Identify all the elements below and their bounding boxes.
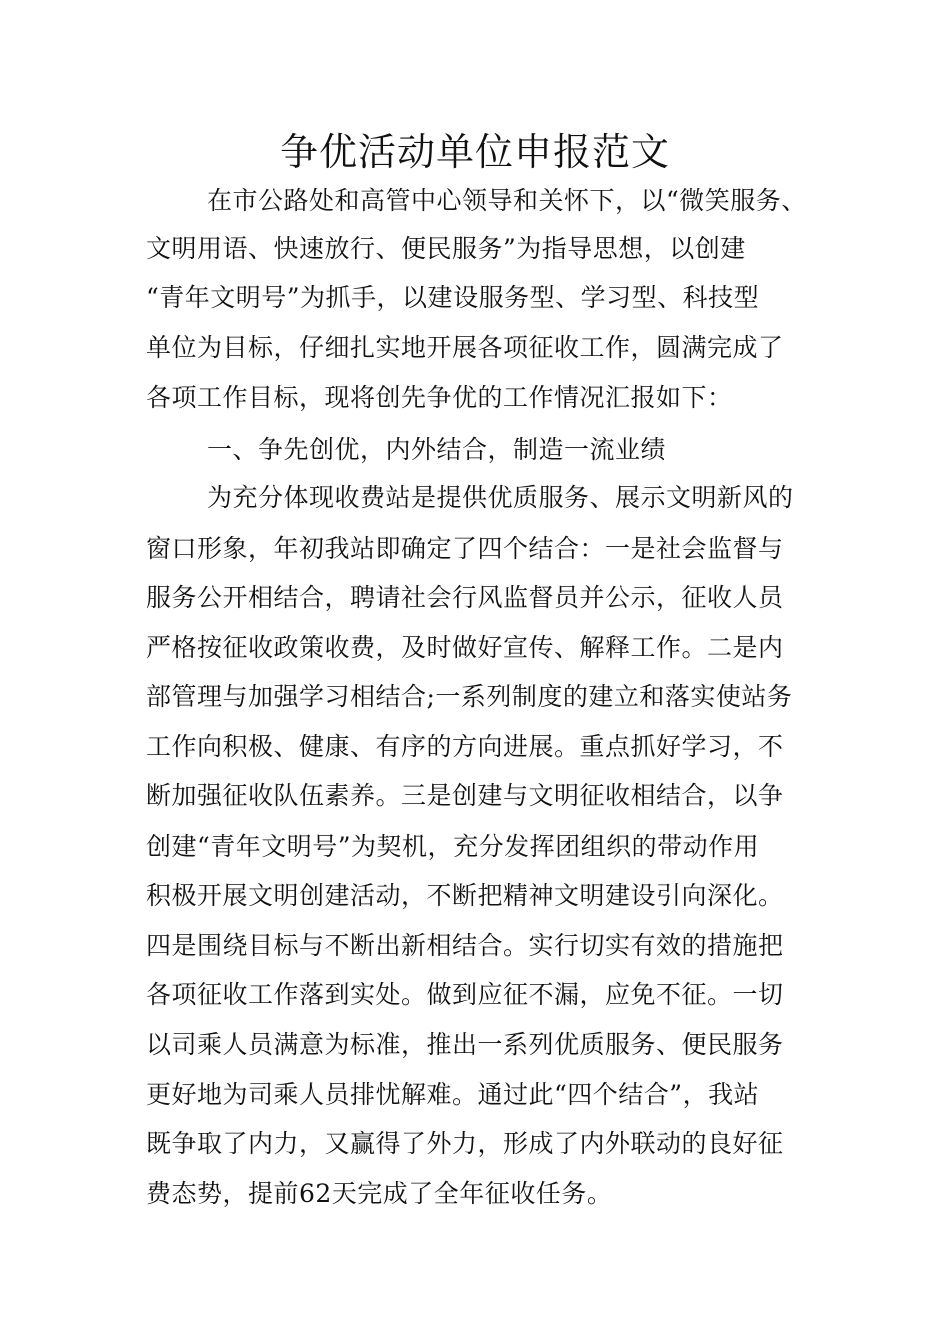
paragraph-line: 工作向积极、健康、有序的方向进展。重点抓好学习，不 bbox=[146, 732, 784, 761]
paragraph-line: 四是围绕目标与不断出新相结合。实行切实有效的措施把 bbox=[146, 931, 784, 960]
document-title: 争优活动单位申报范文 bbox=[279, 130, 670, 174]
paragraph-line: 各项征收工作落到实处。做到应征不漏，应免不征。一切 bbox=[146, 980, 784, 1009]
paragraph-line: 断加强征收队伍素养。三是创建与文明征收相结合，以争 bbox=[146, 781, 784, 810]
paragraph-line: 各项工作目标，现将创先争优的工作情况汇报如下： bbox=[146, 383, 733, 412]
paragraph-line: 服务公开相结合，聘请社会行风监督员并公示，征收人员 bbox=[146, 583, 784, 612]
paragraph-line: 费态势，提前62天完成了全年征收任务。 bbox=[146, 1179, 613, 1208]
paragraph-line: 积极开展文明创建活动，不断把精神文明建设引向深化。 bbox=[146, 881, 784, 910]
paragraph-line: 严格按征收政策收费，及时做好宣传、解释工作。二是内 bbox=[146, 633, 784, 662]
paragraph-line: 创建“青年文明号”为契机，充分发挥团组织的带动作用 bbox=[146, 832, 760, 861]
paragraph-line: 为充分体现收费站是提供优质服务、展示文明新风的 bbox=[207, 483, 794, 512]
section-heading: 一、争先创优，内外结合，制造一流业绩 bbox=[207, 435, 667, 464]
paragraph-line: 窗口形象，年初我站即确定了四个结合：一是社会监督与 bbox=[146, 534, 784, 563]
paragraph-line: 以司乘人员满意为标准，推出一系列优质服务、便民服务 bbox=[146, 1030, 784, 1059]
paragraph-line: 既争取了内力，又赢得了外力，形成了内外联动的良好征 bbox=[146, 1129, 784, 1158]
paragraph-line: 在市公路处和高管中心领导和关怀下，以“微笑服务、 bbox=[207, 186, 807, 215]
paragraph-line: 部管理与加强学习相结合;一系列制度的建立和落实使站务 bbox=[146, 682, 793, 711]
paragraph-line: 文明用语、快速放行、便民服务”为指导思想，以创建 bbox=[146, 234, 746, 263]
paragraph-line: 单位为目标，仔细扎实地开展各项征收工作，圆满完成了 bbox=[146, 333, 784, 362]
paragraph-line: “青年文明号”为抓手，以建设服务型、学习型、科技型 bbox=[146, 283, 760, 312]
paragraph-line: 更好地为司乘人员排忧解难。通过此“四个结合”，我站 bbox=[146, 1080, 760, 1109]
